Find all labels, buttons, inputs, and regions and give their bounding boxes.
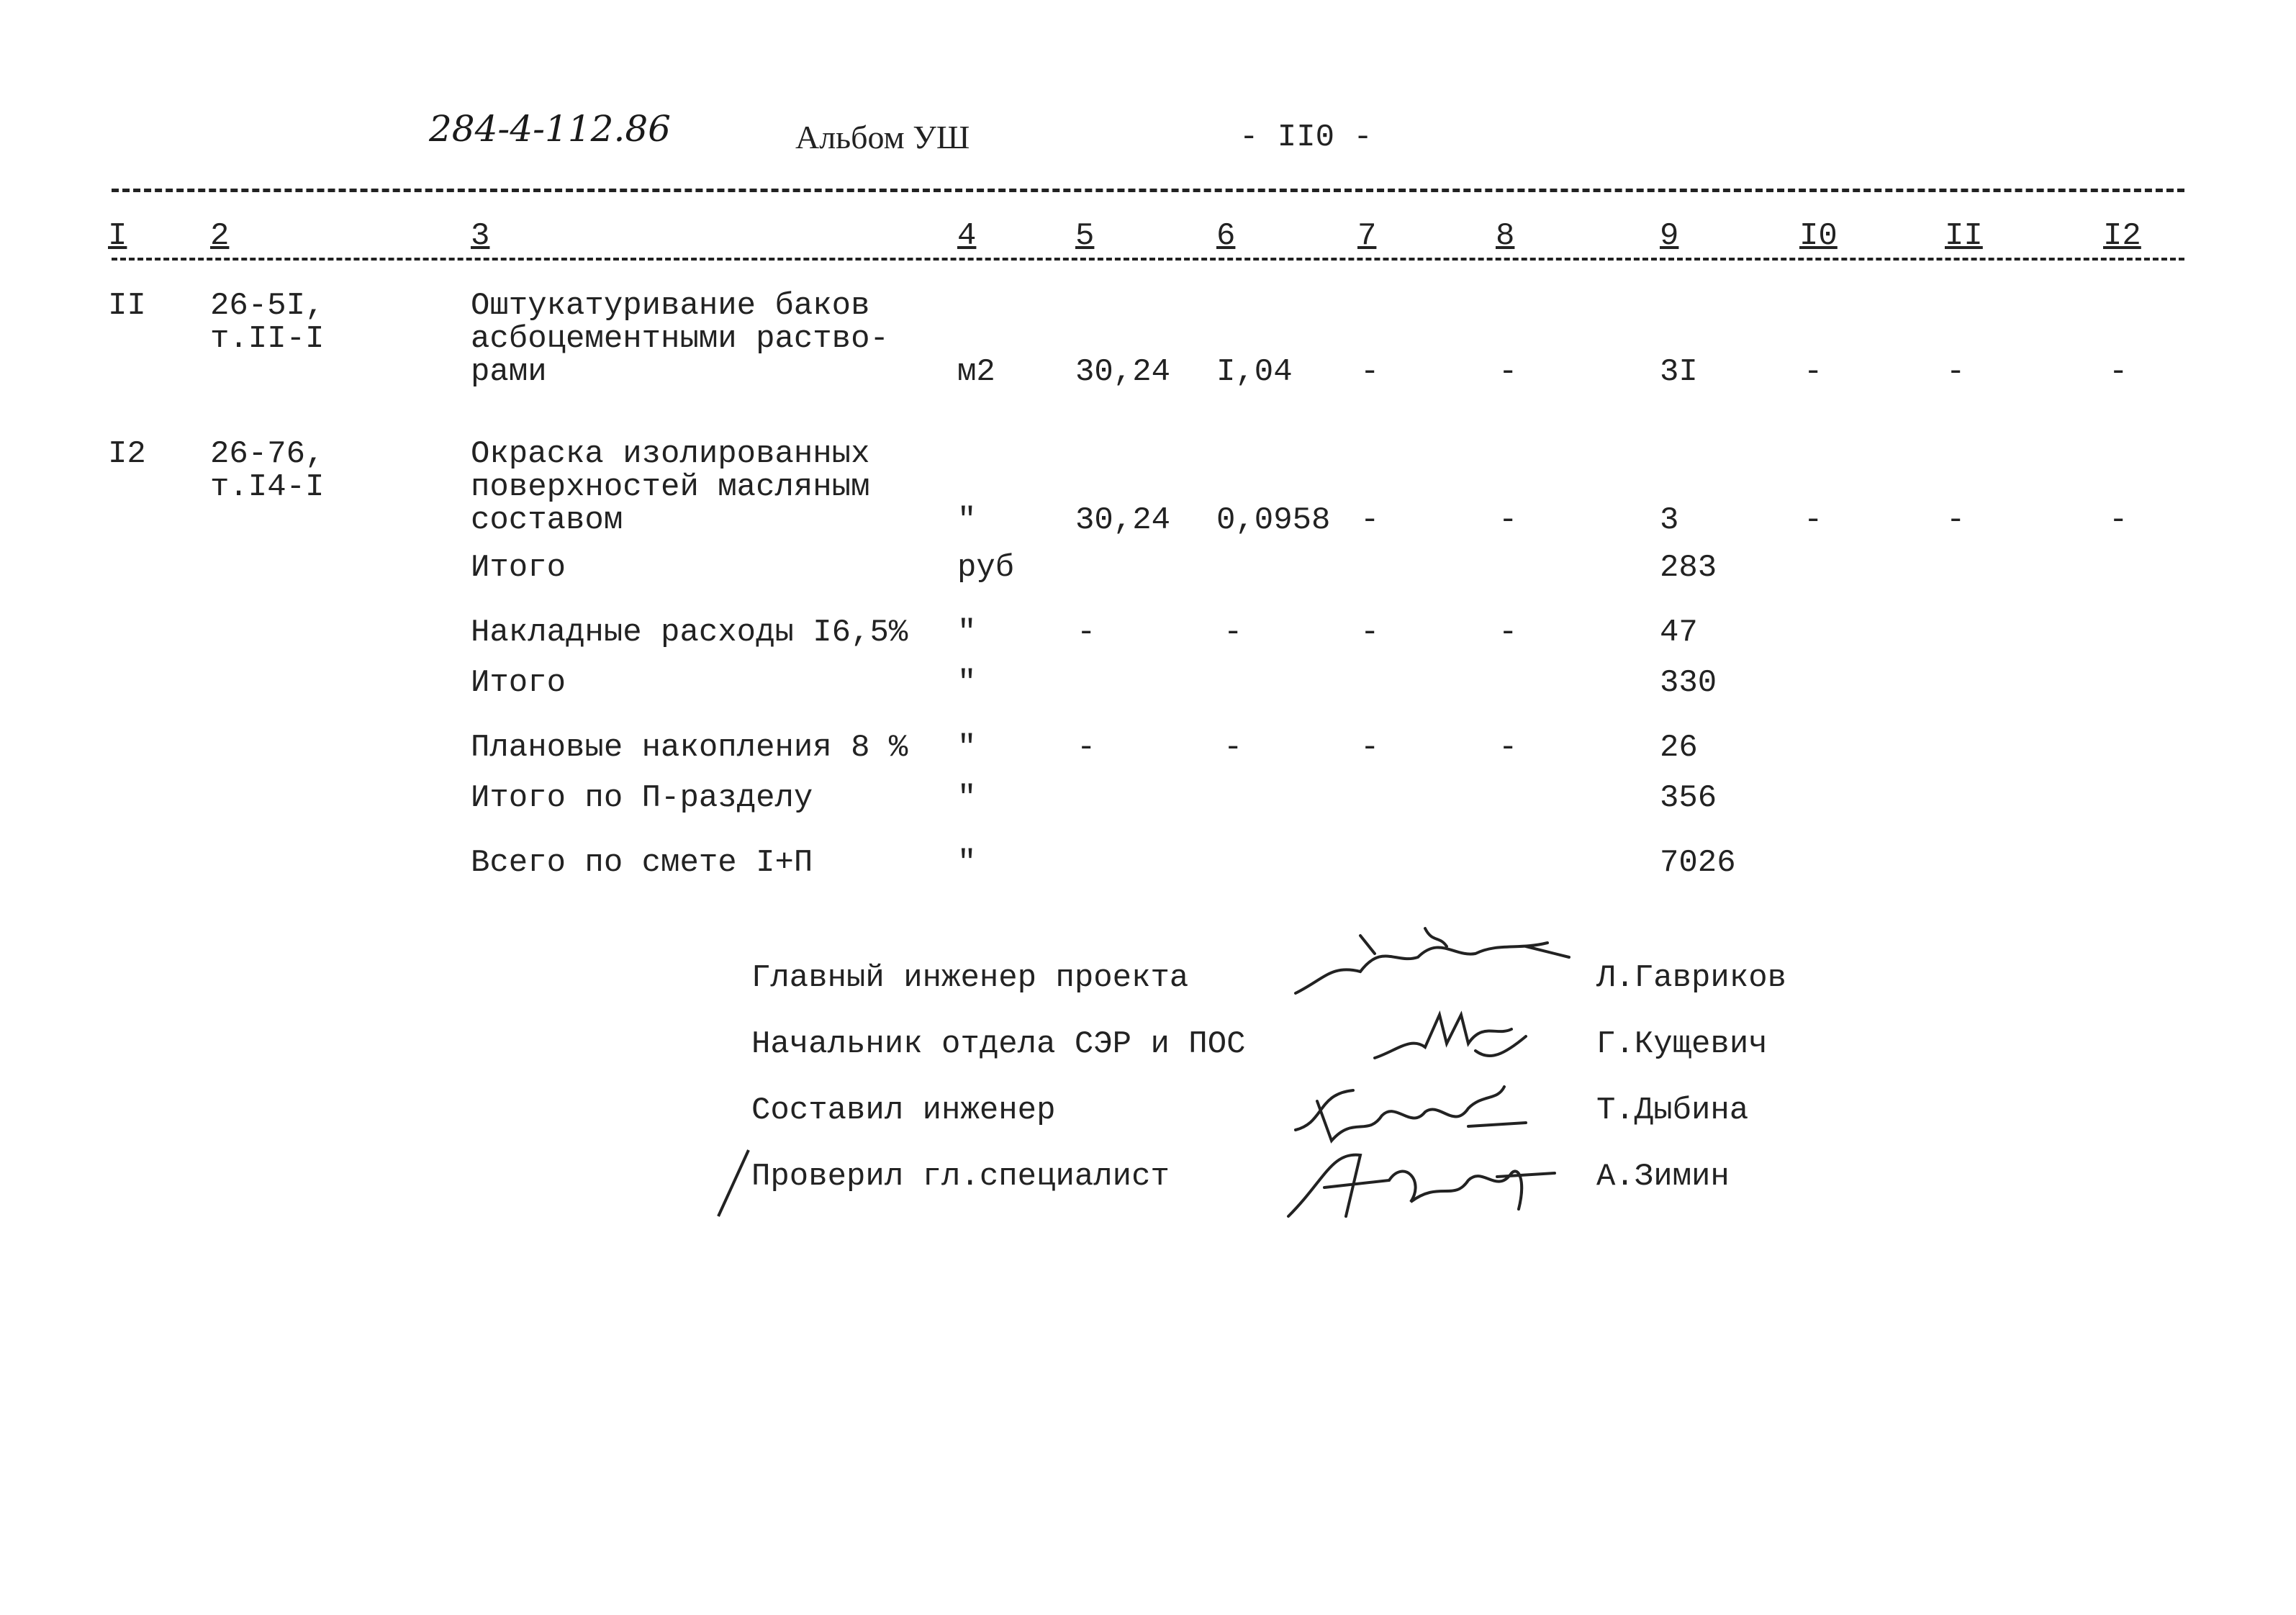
- unit-cell: м2: [957, 354, 995, 390]
- column-header: 6: [1216, 218, 1236, 254]
- signature-role: Главный инженер проекта: [751, 960, 1189, 996]
- document-code: 284-4-112.86: [429, 108, 671, 150]
- column-header: 4: [957, 218, 977, 254]
- rate-code: 26-5I,: [210, 288, 325, 324]
- work-name-line: рами: [471, 354, 547, 390]
- unit-cell: ": [957, 502, 977, 538]
- column-header: I2: [2103, 218, 2141, 254]
- cell-col9: 3I: [1660, 354, 1698, 390]
- column-header: 3: [471, 218, 490, 254]
- handwritten-signature: [1368, 993, 1555, 1072]
- column-header: 2: [210, 218, 230, 254]
- total-col8: -: [1499, 730, 1518, 766]
- column-header: 5: [1075, 218, 1095, 254]
- total-unit: ": [957, 780, 977, 816]
- quantity-cell: 30,24: [1075, 502, 1171, 538]
- row-number: I2: [108, 436, 146, 472]
- signature-role: Проверил гл.специалист: [751, 1159, 1170, 1195]
- column-header: II: [1945, 218, 1983, 254]
- work-name-line: Окраска изолированных: [471, 436, 870, 472]
- column-header: 9: [1660, 218, 1679, 254]
- total-label: Накладные расходы I6,5%: [471, 615, 908, 651]
- total-col7: -: [1360, 730, 1380, 766]
- cell-col8: -: [1499, 354, 1518, 390]
- cell-col10: -: [1804, 354, 1823, 390]
- column-header: I: [108, 218, 127, 254]
- rate-code: 26-76,: [210, 436, 325, 472]
- cell-col8: -: [1499, 502, 1518, 538]
- total-unit: ": [957, 845, 977, 881]
- total-value: 356: [1660, 780, 1717, 816]
- signature-name: Г.Кущевич: [1596, 1026, 1768, 1062]
- cell-col7: -: [1360, 502, 1380, 538]
- total-value: 283: [1660, 550, 1717, 586]
- total-unit: ": [957, 615, 977, 651]
- total-label: Итого: [471, 665, 566, 701]
- total-label: Итого по П-разделу: [471, 780, 813, 816]
- rate-table: т.I4-I: [210, 469, 325, 505]
- total-unit: руб: [957, 550, 1015, 586]
- total-value: 7026: [1660, 845, 1736, 881]
- page-number: - II0 -: [1239, 119, 1373, 155]
- total-value: 26: [1660, 730, 1698, 766]
- total-label: Итого: [471, 550, 566, 586]
- cell-col12: -: [2109, 354, 2128, 390]
- cell-col11: -: [1946, 502, 1966, 538]
- total-unit: ": [957, 665, 977, 701]
- work-name-line: поверхностей масляным: [471, 469, 870, 505]
- check-slash-mark: [713, 1144, 756, 1223]
- cell-col6: 0,0958: [1216, 502, 1331, 538]
- cell-col9: 3: [1660, 502, 1679, 538]
- total-col5: -: [1077, 615, 1096, 651]
- quantity-cell: 30,24: [1075, 354, 1171, 390]
- total-value: 330: [1660, 665, 1717, 701]
- total-label: Плановые накопления 8 %: [471, 730, 908, 766]
- total-col5: -: [1077, 730, 1096, 766]
- signature-name: Л.Гавриков: [1596, 960, 1787, 996]
- column-header: I0: [1799, 218, 1838, 254]
- work-name-line: Оштукатуривание баков: [471, 288, 870, 324]
- total-col7: -: [1360, 615, 1380, 651]
- work-name-line: составом: [471, 502, 623, 538]
- total-label: Всего по смете I+П: [471, 845, 813, 881]
- album-label: Альбом УШ: [795, 119, 970, 155]
- work-name-line: асбоцементными раство-: [471, 321, 889, 357]
- column-header: 7: [1357, 218, 1377, 254]
- rate-table: т.II-I: [210, 321, 325, 357]
- column-header-divider: [112, 258, 2184, 261]
- row-number: II: [108, 288, 146, 324]
- cell-col12: -: [2109, 502, 2128, 538]
- column-header: 8: [1496, 218, 1515, 254]
- signature-role: Составил инженер: [751, 1092, 1056, 1128]
- cell-col7: -: [1360, 354, 1380, 390]
- signature-name: А.Зимин: [1596, 1159, 1730, 1195]
- handwritten-signature: [1281, 1137, 1569, 1231]
- total-col6: -: [1224, 615, 1243, 651]
- total-value: 47: [1660, 615, 1698, 651]
- signature-name: Т.Дыбина: [1596, 1092, 1749, 1128]
- header-divider: [112, 189, 2184, 192]
- cell-col11: -: [1946, 354, 1966, 390]
- signature-role: Начальник отдела СЭР и ПОС: [751, 1026, 1246, 1062]
- total-col6: -: [1224, 730, 1243, 766]
- total-unit: ": [957, 730, 977, 766]
- total-col8: -: [1499, 615, 1518, 651]
- cell-col10: -: [1804, 502, 1823, 538]
- cell-col6: I,04: [1216, 354, 1293, 390]
